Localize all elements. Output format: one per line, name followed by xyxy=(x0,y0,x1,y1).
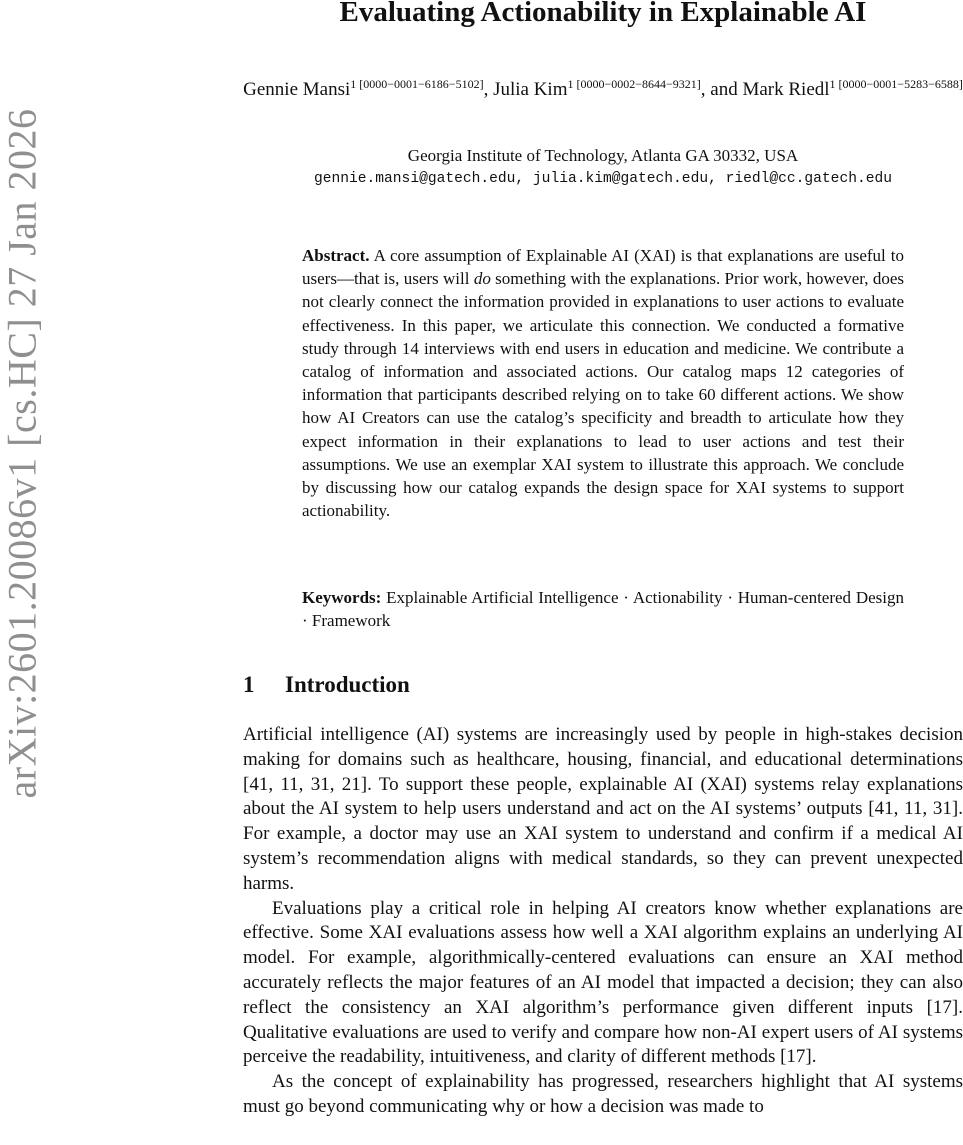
section-heading xyxy=(243,671,410,699)
author-separator: , xyxy=(483,79,494,100)
author-orcid: 1 [0000−0001−5283−6588] xyxy=(829,77,963,91)
abstract-emphasis: do xyxy=(473,269,491,289)
author-orcid: 1 [0000−0002−8644−9321] xyxy=(567,77,701,91)
keywords-text: Explainable Artificial Intelligence · Actionability · Human-centered Design · Framework xyxy=(302,588,904,631)
author-name: Riedl xyxy=(788,79,830,100)
abstract-text: A core assumption of Explainable AI (XAI) is that explanations are useful to users—that is, users will xyxy=(302,246,905,289)
abstract xyxy=(302,244,904,522)
abstract-label: Abstract. xyxy=(302,246,370,265)
abstract-text: something with the explanations. Prior work, however, does not clearly connect the information provided in explanations to user actions to evaluate effectiveness. In this paper, we articulate this connection. We conducted a formative study through 14 interviews with end users in education and medicine. We contribute a catalog of information and associated actions. Our catalog maps 12 categories of information that participants described relying on to take 60 different actions. We show how AI Creators can use the catalog’s specificity and breadth to articulate how they expect information in their explanations to lead to user actions and test their assumptions. We use an exemplar XAI system to illustrate this approach. We conclude by discussing how our catalog expands the design space for XAI systems to support actionability. xyxy=(302,269,905,521)
paper-title: Evaluating Actionability in Explainable AI xyxy=(339,0,867,28)
paragraph: As the concept of explainability has progressed, researchers highlight that AI systems must go beyond communicating why or how a decision was made to xyxy=(243,1071,963,1117)
arxiv-identifier-stamp: arXiv:2601.20086v1 [cs.HC] 27 Jan 2026 xyxy=(0,108,45,799)
body-text xyxy=(243,723,963,1120)
section-number: 1 xyxy=(243,672,255,697)
author-list xyxy=(243,72,963,102)
author-emails: gennie.mansi@gatech.edu, julia.kim@gatech.edu, riedl@cc.gatech.edu xyxy=(313,171,892,187)
affiliation: Georgia Institute of Technology, Atlanta GA 30332, USA xyxy=(407,146,799,165)
keywords-label: Keywords: xyxy=(302,588,382,607)
paragraph: Artificial intelligence (AI) systems are increasingly used by people in high-stakes decision making for domains such as healthcare, housing, financial, and educational determinations [41, 11, 31, 21]. To support these people, explainable AI (XAI) systems relay explanations about the AI system to help users understand and act on the AI systems’ outputs [41, 11, 31]. For example, a doctor may use an XAI system to understand and confirm if a medical AI system’s recommendation aligns with medical standards, so they can prevent unexpected harms. xyxy=(243,724,963,894)
author-separator: , and Mark xyxy=(700,79,789,100)
author-name: Julia Kim xyxy=(493,79,568,100)
section-title: Introduction xyxy=(285,672,410,697)
keywords xyxy=(302,586,904,632)
paragraph: Evaluations play a critical role in helping AI creators know whether explanations are effective. Some XAI evaluations assess how well a XAI algorithm explains an underlying AI model. For example, algorithmically-centered evaluations can ensure an XAI method accurately reflects the major features of an AI model that impacted a decision; they can also reflect the consistency an XAI algorithm’s performance given different inputs [17]. Qualitative evaluations are used to verify and compare how non-AI expert users of AI systems perceive the readability, intuitiveness, and clarity of different methods [17]. xyxy=(243,897,963,1068)
author-orcid: 1 [0000−0001−6186−5102] xyxy=(350,77,484,91)
author-name: Gennie Mansi xyxy=(243,79,351,100)
